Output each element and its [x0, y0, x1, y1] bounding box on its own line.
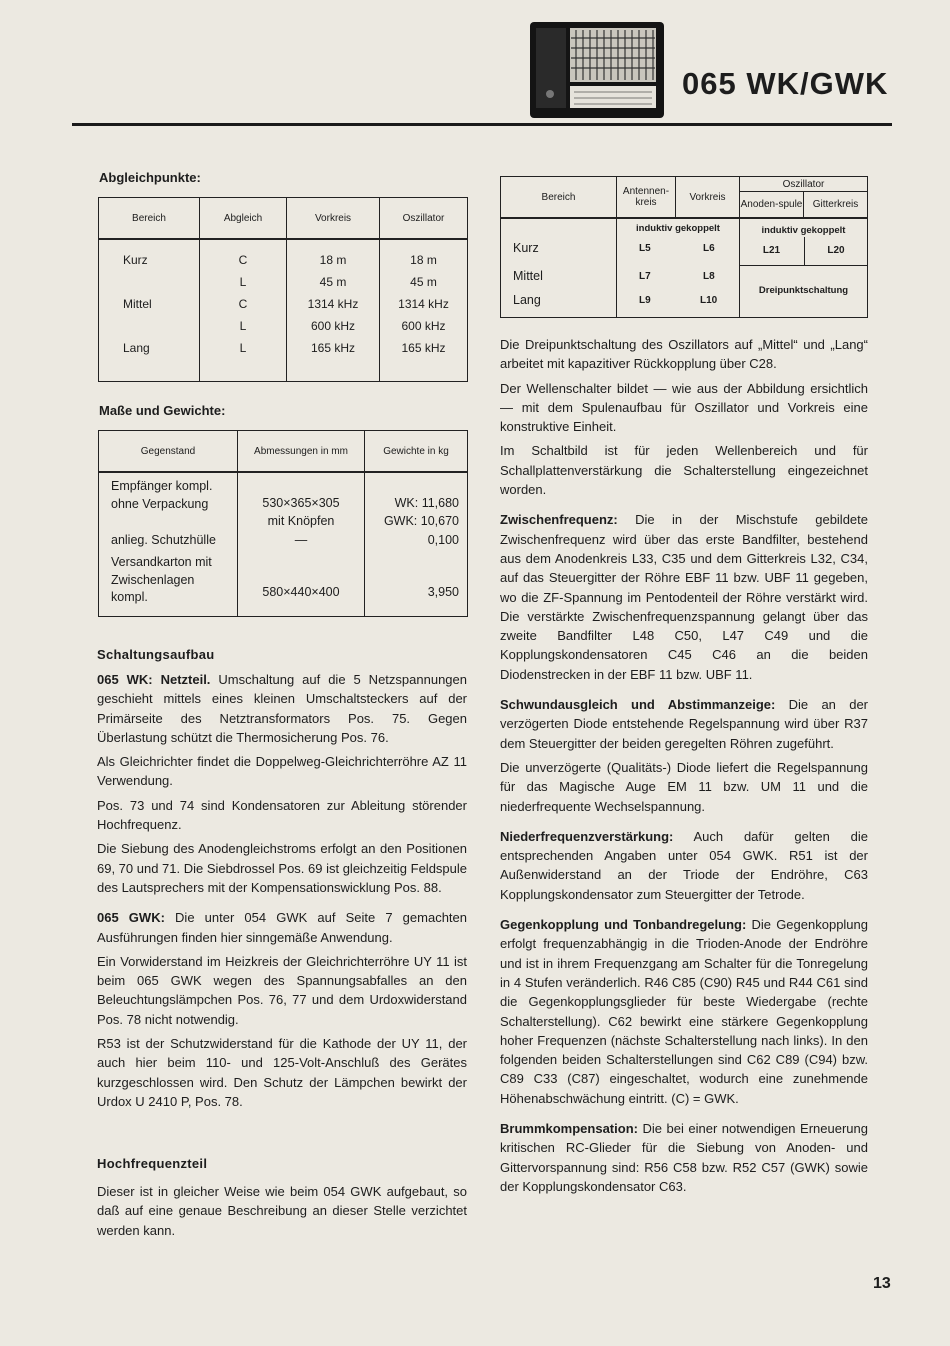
row-divider [740, 265, 867, 266]
paragraph-lead: 065 GWK: [97, 910, 165, 926]
induktiv-label-left: induktiv gekoppelt [636, 223, 720, 234]
paragraph [500, 695, 868, 753]
col-header-anodenspule: Anoden-spule [740, 192, 804, 219]
weight-cell: 3,950 [427, 584, 459, 599]
bereich-cell: Mittel [123, 297, 152, 311]
paragraph [500, 827, 868, 904]
paragraph-lead: Zwischenfrequenz: [500, 512, 618, 528]
left-column-text [97, 670, 467, 1111]
paragraph [97, 908, 467, 947]
col-header-vorkreis: Vorkreis [676, 177, 740, 219]
abmessungen-column [238, 472, 365, 617]
paragraph: Der Wellenschalter bildet — wie aus der Abbildung ersichtlich — mit dem Spulenaufbau für Oszillator und Vorkreis eine konstruktive Einheit. [500, 380, 868, 435]
oszillator-cell: 165 kHz [401, 341, 446, 355]
dim-cell: — [294, 532, 308, 547]
vorkreis-cell: L10 [700, 295, 718, 306]
weight-cell: GWK: 10,670 [383, 513, 459, 528]
abgleich-cell: L [239, 275, 247, 289]
col-header-bereich: Bereich [99, 198, 200, 240]
col-header-oszillator: Oszillator [740, 177, 867, 192]
paragraph-lead: Niederfrequenzverstärkung: [500, 828, 674, 844]
vorkreis-cell: 18 m [319, 253, 347, 267]
vorkreis-cell: 600 kHz [310, 319, 356, 333]
col-header-antennenkreis: Antennen-kreis [617, 177, 676, 219]
table2-label: Maße und Gewichte: [99, 403, 226, 418]
paragraph [500, 915, 868, 1108]
radio-set-picture [528, 18, 668, 122]
antenne-cell: L7 [639, 271, 651, 282]
dreipunkt-label: Dreipunktschaltung [758, 285, 849, 296]
paragraph-lead: Brummkompensation: [500, 1120, 638, 1136]
dim-cell: 580×440×400 [262, 584, 340, 599]
vorkreis-cell: 1314 kHz [307, 297, 359, 311]
item-cell: anlieg. Schutzhülle [111, 533, 216, 547]
paragraph: Dieser ist in gleicher Weise wie beim 054 GWK aufgebaut, so daß auf eine genaue Beschreibung an dieser Stelle verzichtet werden kann. [97, 1184, 467, 1238]
dim-cell: 530×365×305 [262, 496, 340, 510]
vorkreis-cell: L8 [703, 271, 715, 282]
paragraph-text: Auch dafür gelten die entsprechenden Angaben unter 054 GWK. R51 ist der Außenwiderstand an der Triode der Endröhre, C63 Kopplungskondensator zum Steuergitter der Tetrode. [500, 828, 868, 902]
paragraph: Im Schaltbild ist für jeden Wellenbereich und für Schallplattenverstärkung die Schalterstellung eingezeichnet worden. [500, 443, 868, 498]
abgleich-cell: L [239, 341, 247, 355]
vorkreis-cell: 45 m [319, 275, 347, 289]
antenne-cell: L9 [639, 295, 651, 306]
vorkreis-cell: L6 [703, 243, 715, 254]
paragraph-text: Die Gegenkopplung erfolgt frequenzabhängig in die Trioden-Anode der Endröhre und ist in ihrem Frequenzgang am Schalter für die Tonregelung in 4 Stufen veränderlich. R46 C85 (C90) R45 und R44 C61 sind die Gegenkopplungsglieder für beste Wiedergabe (rechte Schalterstellung). C62 bewirkt eine stärkere Gegenkopplung hoher Frequenzen (nächste Schalterstellung nach links). In den folgenden beiden Schalterstellungen sind C62 C89 (C94) bzw. C89 C33 (C87) eingeschaltet, wodurch eine zunehmende Höhenabschwächung eintritt. (C) = GWK. [500, 917, 868, 1106]
col-header-bereich: Bereich [501, 177, 617, 219]
paragraph: Die Siebung des Anodengleichstroms erfolgt an den Positionen 69, 70 und 71. Die Siebdrossel Pos. 69 ist gleichzeitig Feldspule des Lautsprechers mit der Kompensationswicklung Pos. 88. [97, 841, 467, 895]
weight-cell: WK: 11,680 [394, 496, 459, 510]
paragraph-lead: 065 WK: Netzteil. [97, 672, 211, 687]
col-header-abmessungen: Abmessungen in mm [238, 431, 365, 473]
abgleich-column [200, 239, 287, 382]
page-title: 065 WK/GWK [682, 66, 889, 101]
left-column-text-2 [97, 1182, 467, 1240]
paragraph-text: Die in der Mischstufe gebildete Zwischenfrequenz wird über das erste Bandfilter, bestehend aus dem Anodenkreis L33, C35 und dem Gitterkreis L32, C34, auf das Steuergitter der Röhre EBF 11 bzw. UBF 11 gegeben, wo die ZF-Spannung im Pentodenteil der Röhre verstärkt wird. Die verstärkte Zwischenfrequenzspannung gelangt über das zweite Bandfilter L48 C50, L47 C49 und die Kopplungskondensatoren C45 C46 an die beiden Diodenstrecken in der EBF 11 bzw. UBF 11. [500, 512, 868, 682]
heading-schaltungsaufbau: Schaltungsaufbau [97, 647, 215, 662]
oszillator-cell: 600 kHz [401, 319, 446, 333]
abgleich-cell: C [238, 253, 248, 267]
weight-cell: 0,100 [427, 532, 459, 547]
paragraph: Die unverzögerte (Qualitäts-) Diode liefert die Regelspannung für das Magische Auge EM 11 bzw. UM 11 und die niederfrequente Wechselspannung. [500, 759, 868, 814]
col-header-gewichte: Gewichte in kg [365, 431, 468, 473]
paragraph [97, 670, 467, 747]
paragraph-text: Die an der verzögerten Diode entstehende Regelspannung wird über R37 dem Steuergitter der beiden geregelten Röhren zugeführt. [500, 697, 869, 751]
paragraph [500, 510, 868, 684]
item-cell: Versandkarton mit Zwischenlagen kompl. [111, 555, 212, 604]
paragraph-lead: Gegenkopplung und Tonbandregelung: [500, 917, 747, 933]
bereich-cell: Mittel [513, 269, 543, 283]
bereich-cell: Kurz [123, 253, 148, 267]
oszillator-cell: 18 m [410, 253, 437, 267]
oszillator-cell: 45 m [410, 275, 437, 289]
table1-label: Abgleichpunkte: [99, 170, 201, 185]
paragraph-lead: Schwundausgleich und Abstimmanzeige: [500, 697, 776, 713]
page-number: 13 [873, 1275, 891, 1292]
paragraph-text: Die bei einer notwendigen Erneuerung kritischen RC-Glieder für die Siebung von Anoden- und Gittervorspannung sind: R56 C58 bzw. R52 C57 (GWK) sowie der Kopplungskondensator C63. [500, 1120, 868, 1194]
bereich-cell [123, 316, 199, 338]
abgleich-cell: L [239, 319, 247, 333]
bereich-column [99, 239, 200, 382]
paragraph: Pos. 73 und 74 sind Kondensatoren zur Ableitung störender Hochfrequenz. [97, 797, 467, 833]
antenne-cell: L5 [639, 243, 651, 254]
gewichte-column [365, 472, 468, 617]
col-header-vorkreis: Vorkreis [287, 198, 380, 240]
heading-hochfrequenzteil: Hochfrequenzteil [97, 1156, 208, 1171]
abgleich-cell: C [238, 297, 248, 311]
bereich-cell [123, 272, 199, 294]
dim-cell: mit Knöpfen [267, 513, 335, 528]
anodenspule-value: L21 [762, 245, 781, 256]
col-header-abgleich: Abgleich [200, 198, 287, 240]
header-rule [72, 123, 892, 126]
dimensions-table [98, 430, 468, 617]
alignment-table [98, 197, 468, 382]
item-cell: Empfänger kompl. ohne Verpackung [111, 479, 213, 511]
col-header-gitterkreis: Gitterkreis [804, 192, 867, 219]
paragraph: Die Dreipunktschaltung des Oszillators auf „Mittel“ und „Lang“ arbeitet mit kapazitiver Rückkopplung über C28. [500, 337, 868, 372]
bereich-cell: Kurz [513, 241, 539, 255]
right-column-text [500, 335, 868, 1196]
coil-table [500, 176, 868, 318]
gitterkreis-value: L20 [827, 245, 845, 256]
oszillator-cell: 1314 kHz [398, 297, 449, 311]
paragraph-text: Die unter 054 GWK auf Seite 7 gemachten Ausführungen finden hier sinngemäße Anwendung. [97, 910, 468, 945]
bereich-cell: Lang [513, 293, 541, 307]
bereich-cell: Lang [123, 341, 150, 355]
paragraph-text: Umschaltung auf die 5 Netzspannungen geschieht mittels eines kleinen Umschaltsteckers auf der Primärseite des Netztransformators Pos. 75. Gegen Überlastung schützt die Thermosicherung Pos. 76. [97, 672, 467, 745]
vorkreis-cell: 165 kHz [310, 341, 356, 355]
paragraph: R53 ist der Schutzwiderstand für die Kathode der UY 11, der auch hier beim 110- und 125-Volt-Anschluß des Gerätes kurzgeschlossen wird. Den Schutz der Lämpchen bewirkt der Urdox U 2410 P, Pos. 78. [97, 1036, 467, 1109]
col-header-gegenstand: Gegenstand [99, 431, 238, 473]
paragraph [500, 1119, 868, 1196]
induktiv-label-right: induktiv gekoppelt [761, 225, 846, 236]
gegenstand-column [99, 472, 238, 617]
paragraph: Ein Vorwiderstand im Heizkreis der Gleichrichterröhre UY 11 ist beim 065 GWK wegen des Spannungsabfalles an den Beleuchtungslämpchen Pos. 76, 77 und dem Urdoxwiderstand Pos. 78 nicht notwendig. [97, 953, 467, 1027]
paragraph: Als Gleichrichter findet die Doppelweg-Gleichrichterröhre AZ 11 Verwendung. [97, 754, 467, 789]
oszillator-column [380, 239, 468, 382]
col-header-oszillator: Oszillator [380, 198, 468, 240]
vorkreis-column [287, 239, 380, 382]
